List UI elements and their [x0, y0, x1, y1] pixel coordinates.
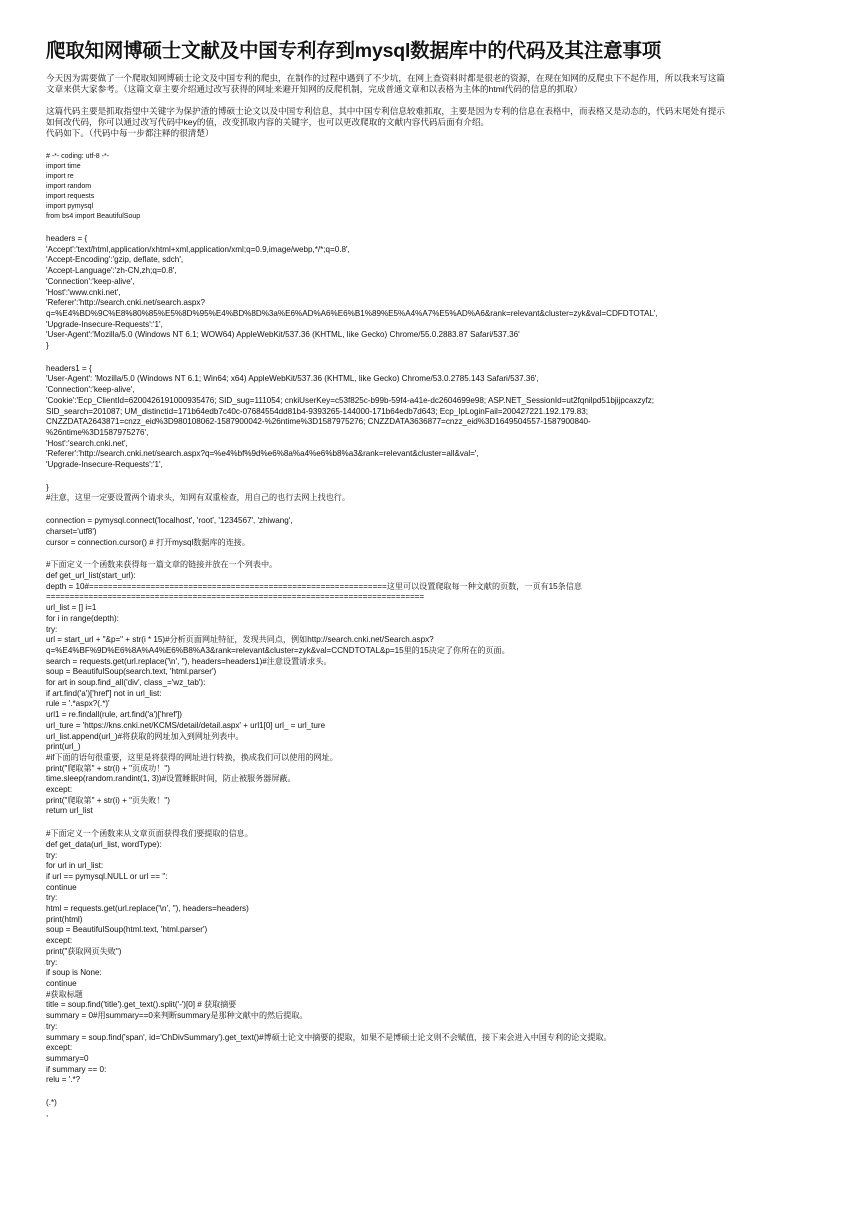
code-line: 'Accept':'text/html,application/xhtml+xml,application/xml;q=0.9,image/webp,*/*;q=0.8', [46, 244, 350, 254]
code-line: CNZZDATA2643871=cnzz_eid%3D980108062-1587900042-%26ntime%3D1587975276; CNZZDATA3636877=cnzz_eid%3D1649504557-1587900840- [46, 417, 591, 427]
code-line: url1 = re.findall(rule, art.find('a')['href']) [46, 710, 182, 720]
code-line: #下面定义一个函数来获得每一篇文章的链接并放在一个列表中。 [46, 560, 278, 570]
code-line: url_list.append(url_)#将获取的网址加入到网址列表中。 [46, 731, 244, 741]
code-line: except: [46, 785, 73, 795]
intro-line: 这篇代码主要是抓取指望中关键字为保护渣的博硕士论文以及中国专利信息，其中中国专利信息较难抓取，主要是因为专利的信息在表格中，而表格又是动态的，代码末尾处有提示 [46, 106, 725, 116]
code-line: print("获取网页失败") [46, 946, 122, 956]
code-line: import time [46, 163, 81, 170]
code-line: try: [46, 624, 58, 634]
code-line: %26ntime%3D1587975276', [46, 427, 149, 437]
code-line: except: [46, 1043, 73, 1053]
code-line: relu = '.*? [46, 1075, 81, 1085]
code-line: print("爬取第" + str(i) + "页成功！") [46, 763, 170, 773]
document-page [46, 38, 826, 1119]
code-line: title = soup.find('title').get_text().split('-')[0] # 获取摘要 [46, 1000, 237, 1010]
code-line: for i in range(depth): [46, 613, 119, 623]
code-line: q=%E4%BD%9C%E8%80%85%E5%8D%95%E4%BD%8D%3a%E6%AD%A6%E6%B1%89%E5%A4%A7%E5%AD%A6&rank=relevant&cluster=zyk&val=CDFDTOTAL', [46, 308, 658, 318]
code-line: headers1 = { [46, 363, 92, 373]
code-line: 'Connection':'keep-alive', [46, 385, 135, 395]
code-line: if summary == 0: [46, 1064, 107, 1074]
code-line: def get_url_list(start_url): [46, 570, 136, 580]
code-line: if art.find('a')['href'] not in url_list: [46, 688, 162, 698]
code-line: 'Accept-Language':'zh-CN,zh;q=0.8', [46, 266, 177, 276]
code-line: continue [46, 979, 77, 988]
code-line: 'Upgrade-Insecure-Requests':'1', [46, 460, 163, 470]
intro-line: 如何改代码，你可以通过改写代码中key的值，改变抓取内容的关键字，也可以更改爬取的文献内容代码后面有介绍。 [46, 117, 490, 127]
code-line: summary = 0#用summary==0来判断summary是那种文献中的然后提取。 [46, 1011, 308, 1021]
blank-line [46, 1086, 826, 1098]
code-line: from bs4 import BeautifulSoup [46, 213, 141, 220]
code-line: SID_search=201087; UM_distinctid=171b64edb7c40c-07684554dd81b4-9393265-144000-171b64edb7d643; Ecp_IpLoginFail=200427221.192.179.83; [46, 406, 589, 416]
code-line: summary = soup.find('span', id='ChDivSummary').get_text()#博硕士论文中摘要的提取，如果不是博硕士论文则不会赋值，接下来会进入中国专利的论文提取。 [46, 1032, 612, 1042]
code-line: def get_data(url_list, wordType): [46, 839, 162, 849]
code-line: import requests [46, 193, 95, 200]
code-line: html = requests.get(url.replace('\n', ''), headers=headers) [46, 904, 249, 914]
code-line: 'Referer':'http://search.cnki.net/search.aspx?q=%e4%bf%9d%e6%8a%a4%e6%b8%a3&rank=relevant&cluster=all&val=', [46, 449, 479, 459]
blank-line [46, 352, 826, 364]
code-line: import re [46, 173, 74, 180]
intro-line: 文章来供大家参考。（这篇文章主要介绍通过改写获得的网址来避开知网的反爬机制，完成普通文章和以表格为主体的html代码的信息的抓取） [46, 84, 583, 94]
code-line: 'Host':'search.cnki.net', [46, 438, 128, 448]
code-line: soup = BeautifulSoup(html.text, 'html.parser') [46, 925, 208, 935]
code-line: if url == pymysql.NULL or url == '': [46, 871, 168, 881]
code-line: # -*- coding: utf-8 -*- [46, 153, 110, 160]
code-line: url = start_url + "&p=" + str(i * 15)#分析页面网址特征，发现共同点，例如http://search.cnki.net/Search.aspx? [46, 635, 434, 645]
code-line: print(html) [46, 914, 83, 924]
code-line: print("爬取第" + str(i) + "页失败！") [46, 795, 170, 805]
code-line: for art in soup.find_all('div', class_='wz_tab'): [46, 678, 206, 688]
code-line: soup = BeautifulSoup(search.text, 'html.parser') [46, 667, 217, 677]
code-line: try: [46, 957, 58, 967]
import-block [46, 152, 826, 222]
code-line: 'Referer':'http://search.cnki.net/search.aspx? [46, 298, 205, 308]
blank-line [46, 504, 826, 516]
code-line: 'Host':'www.cnki.net', [46, 287, 121, 297]
code-line: (.*) [46, 1098, 57, 1108]
intro-paragraph [46, 106, 826, 139]
blank-line [46, 817, 826, 829]
code-line: #if下面的语句很重要，这里是将获得的网址进行转换，换成我们可以使用的网址。 [46, 752, 338, 762]
code-line: ================================================================================ [46, 592, 425, 602]
code-line: 'Connection':'keep-alive', [46, 276, 135, 286]
code-line: charset='utf8') [46, 526, 97, 536]
code-line: 'Accept-Encoding':'gzip, deflate, sdch', [46, 255, 184, 265]
code-line: summary=0 [46, 1053, 89, 1063]
code-line: 'Cookie':'Ecp_ClientId=6200426191000935476; SID_sug=111054; cnkiUserKey=c53f825c-b99b-59f4-a41e-dc2604699e98; ASP.NET_SessionId=ut2fqnilpd51bjijpcaxzyfz; [46, 395, 655, 405]
code-line: #获取标题 [46, 989, 83, 999]
code-line: import pymysql [46, 203, 94, 210]
blank-line [46, 471, 826, 483]
code-line: #下面定义一个函数来从文章页面获得我们要提取的信息。 [46, 829, 253, 839]
blank-line [46, 222, 826, 234]
code-line: 'Upgrade-Insecure-Requests':'1', [46, 319, 163, 329]
code-line: 'User-Agent': 'Mozilla/5.0 (Windows NT 6.1; Win64; x64) AppleWebKit/537.36 (KHTML, like Gecko) Chrome/53.0.2785.143 Safari/537.36', [46, 374, 539, 384]
intro-line: 今天因为需要做了一个爬取知网博硕士论文及中国专利的爬虫，在制作的过程中遇到了不少坑，在网上查资料时都是很老的资源，在现在知网的反爬虫下不起作用，所以我来写这篇 [46, 73, 725, 83]
code-line: import random [46, 183, 92, 190]
code-line: try: [46, 893, 58, 903]
code-line: return url_list [46, 806, 93, 816]
code-line: url_ture = 'https://kns.cnki.net/KCMS/detail/detail.aspx' + url1[0] url_ = url_ture [46, 720, 326, 730]
code-line: depth = 10#===============================================================这里可以设置爬取每一种文献的页数，一页有15条信息 [46, 581, 582, 591]
code-line: headers = { [46, 234, 88, 243]
code-line: #注意，这里一定要设置两个请求头，知网有双重检查，用自己的也行去网上找也行。 [46, 493, 350, 503]
code-line: 'User-Agent':'Mozilla/5.0 (Windows NT 6.1; WOW64) AppleWebKit/537.36 (KHTML, like Gecko) Chrome/55.0.2883.87 Safari/537.36' [46, 330, 520, 340]
code-line: } [46, 341, 49, 351]
intro-line: 代码如下。（代码中每一步都注释的很清楚） [46, 128, 214, 138]
code-line: } [46, 482, 49, 492]
code-line: continue [46, 882, 77, 892]
code-line: if soup is None: [46, 968, 102, 978]
code-line: try: [46, 850, 58, 860]
code-listing [46, 222, 826, 1119]
blank-line [46, 548, 826, 560]
code-line: rule = '.*aspx?(.*)' [46, 699, 110, 709]
code-line: except: [46, 936, 73, 946]
code-line: for url in url_list: [46, 861, 104, 871]
page-title: 爬取知网博硕士文献及中国专利存到mysql数据库中的代码及其注意事项 [46, 40, 662, 62]
code-line: print(url_) [46, 742, 81, 752]
code-line: time.sleep(random.randint(1, 3))#设置睡眠时间，防止被服务器屏蔽。 [46, 774, 296, 784]
code-line: try: [46, 1021, 58, 1031]
code-line: q=%E4%BF%9D%E6%8A%A4%E6%B8%A3&rank=relevant&cluster=zyk&val=CCNDTOTAL&p=15里的15决定了你所在的页面。 [46, 645, 510, 655]
code-line: search = requests.get(url.replace('\n', ''), headers=headers1)#注意设置请求头。 [46, 656, 332, 666]
code-line: , [46, 1108, 49, 1118]
code-line: url_list = [] i=1 [46, 603, 97, 613]
code-line: cursor = connection.cursor() # 打开mysql数据库的连接。 [46, 537, 250, 547]
intro-paragraph [46, 73, 826, 95]
code-line: connection = pymysql.connect('localhost', 'root', '1234567', 'zhiwang', [46, 516, 293, 526]
intro-text [46, 73, 826, 139]
